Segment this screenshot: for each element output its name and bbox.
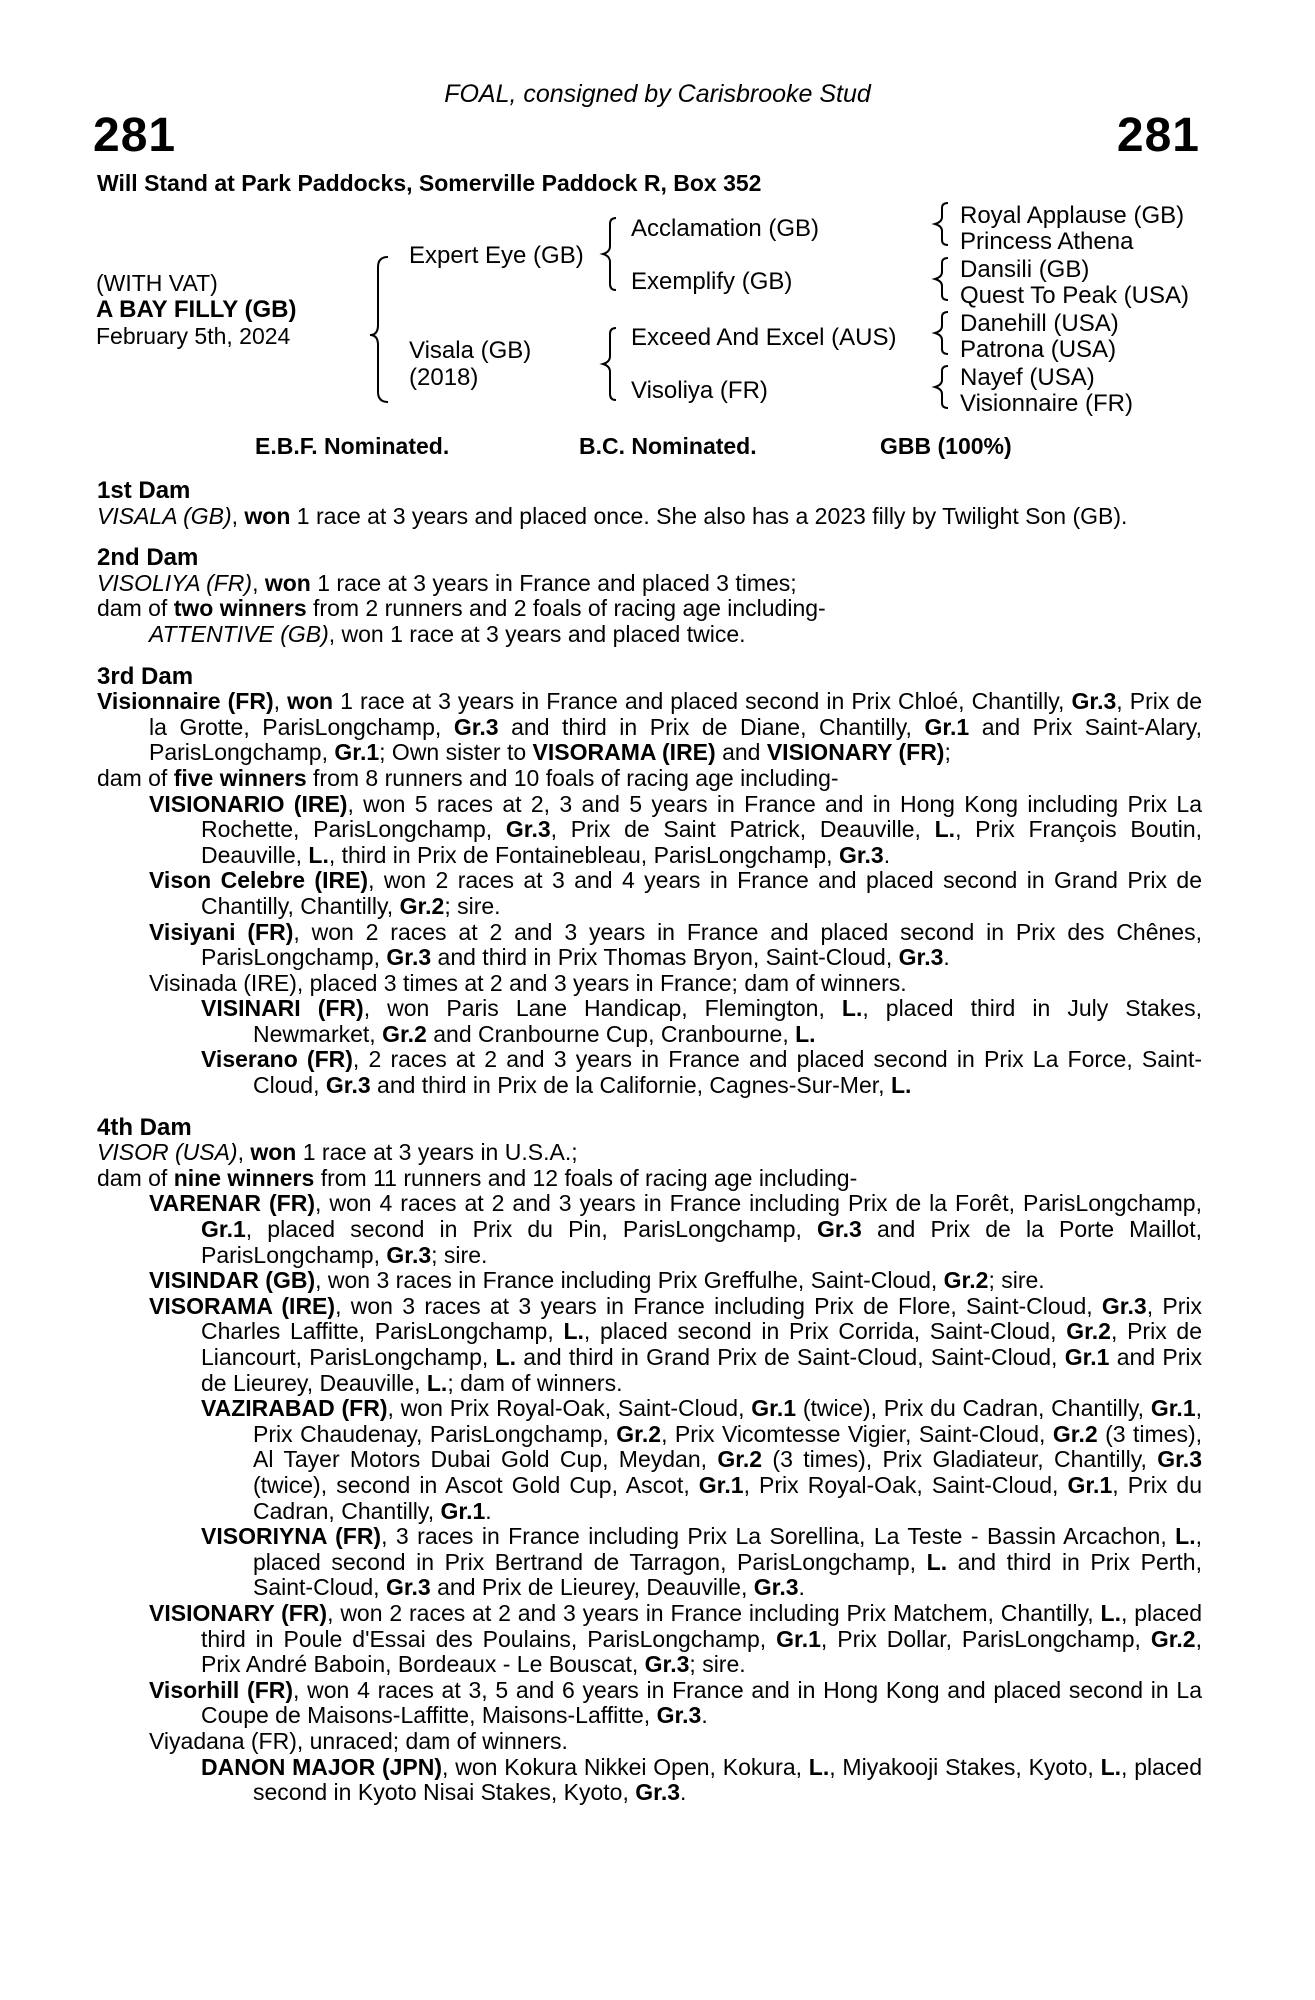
text-run: Viserano (FR) bbox=[201, 1046, 353, 1073]
text-run: L. bbox=[808, 1753, 830, 1780]
text-run: Visinada (IRE), placed 3 times at 2 and 3 years in France; dam of winners. bbox=[149, 969, 907, 996]
brace-subject bbox=[370, 257, 388, 402]
text-run: Gr.3 bbox=[505, 816, 551, 843]
text-run: Visiyani (FR) bbox=[149, 918, 294, 945]
text-run: Gr.3 bbox=[635, 1779, 681, 1806]
text-run: won bbox=[250, 1139, 297, 1166]
text-run: and Prix Saint-Alary, ParisLongchamp, bbox=[149, 713, 1202, 766]
text-run: , won 4 races at 2 and 3 years in France including Prix de la Forêt, ParisLongchamp, bbox=[314, 1190, 1202, 1217]
text-run: dam of bbox=[97, 1164, 174, 1191]
text-run: Gr.1 bbox=[1064, 1344, 1110, 1370]
bc-nomination: B.C. Nominated. bbox=[579, 433, 757, 459]
text-run: Gr.1 bbox=[924, 713, 970, 740]
pedigree-dam-dam: Visoliya (FR) bbox=[631, 377, 768, 404]
record-paragraph bbox=[149, 1294, 1202, 1396]
text-run: and Cranbourne Cup, Cranbourne, bbox=[426, 1020, 796, 1047]
text-run: VISOLIYA (FR) bbox=[97, 569, 253, 596]
text-run: , Prix Vicomtesse Vigier, Saint-Cloud, bbox=[661, 1420, 1053, 1447]
text-run: Gr.3 bbox=[817, 1216, 862, 1243]
text-run: and third in Grand Prix de Saint-Cloud, Saint-Cloud, bbox=[516, 1344, 1065, 1370]
pedigree-g8: Visionnaire (FR) bbox=[960, 390, 1133, 417]
pedigree-sire: Expert Eye (GB) bbox=[409, 242, 584, 269]
gbb-status: GBB (100%) bbox=[880, 433, 1012, 459]
text-run: from 11 runners and 12 foals of racing age including- bbox=[314, 1164, 858, 1191]
text-run: nine winners bbox=[173, 1164, 315, 1191]
record-paragraph bbox=[201, 996, 1202, 1047]
text-run: ; sire. bbox=[689, 1651, 746, 1678]
text-run: L. bbox=[795, 1020, 816, 1047]
lot-number-left: 281 bbox=[93, 109, 177, 162]
record-paragraph bbox=[149, 920, 1202, 971]
text-run: L. bbox=[890, 1072, 912, 1099]
text-run: , won Kokura Nikkei Open, Kokura, bbox=[442, 1753, 809, 1780]
text-run: 1 race at 3 years in U.S.A.; bbox=[296, 1139, 578, 1166]
text-run: Viyadana (FR), unraced; dam of winners. bbox=[149, 1727, 568, 1754]
consignor-line: FOAL, consigned by Carisbrooke Stud bbox=[444, 80, 871, 108]
record-paragraph bbox=[201, 1047, 1202, 1098]
text-run: , 2 races at 2 and 3 years in France and placed second in Prix La Force, Saint-Cloud, bbox=[253, 1046, 1202, 1099]
text-run: L. bbox=[426, 1369, 448, 1396]
text-run: , bbox=[231, 502, 245, 529]
pedigree-dam-sire: Exceed And Excel (AUS) bbox=[631, 324, 897, 351]
text-run: Gr.1 bbox=[201, 1216, 246, 1243]
text-run: , Prix Dollar, ParisLongchamp, bbox=[820, 1625, 1151, 1652]
brace-sire bbox=[603, 218, 616, 290]
text-run: , third in Prix de Fontainebleau, ParisLongchamp, bbox=[328, 841, 839, 868]
pedigree-g7: Nayef (USA) bbox=[960, 364, 1095, 391]
record-paragraph bbox=[149, 1268, 1202, 1294]
text-run: Gr.1 bbox=[1067, 1471, 1113, 1498]
subject-name: A BAY FILLY (GB) bbox=[96, 296, 297, 323]
text-run: L. bbox=[934, 816, 956, 843]
text-run: L. bbox=[1100, 1753, 1122, 1780]
text-run: VISALA (GB) bbox=[97, 502, 232, 529]
pedigree-g6: Patrona (USA) bbox=[960, 336, 1117, 363]
text-run: , Prix André Baboin, Bordeaux - Le Bouscat, bbox=[201, 1625, 1202, 1678]
text-run: Gr.2 bbox=[382, 1020, 427, 1047]
text-run: , won 5 races at 2, 3 and 5 years in France and in Hong Kong including Prix La Rochette, ParisLongchamp, bbox=[201, 790, 1202, 843]
brace-g1 bbox=[935, 203, 948, 245]
text-run: (3 times), Prix Gladiateur, Chantilly, bbox=[762, 1446, 1158, 1473]
text-run: , Prix de Saint Patrick, Deauville, bbox=[550, 816, 935, 843]
record-paragraph bbox=[149, 1729, 1202, 1755]
text-run: dam of bbox=[97, 764, 174, 791]
text-run: (twice), Prix du Cadran, Chantilly, bbox=[796, 1395, 1151, 1422]
brace-dam bbox=[603, 328, 616, 400]
pedigree-g4: Quest To Peak (USA) bbox=[960, 282, 1189, 309]
text-run: 1 race at 3 years in France and placed second in Prix Chloé, Chantilly, bbox=[333, 688, 1072, 715]
text-run: Gr.3 bbox=[325, 1072, 371, 1099]
text-run: VARENAR (FR) bbox=[149, 1190, 315, 1217]
text-run: (twice), second in Ascot Gold Cup, Ascot, bbox=[253, 1471, 699, 1498]
record-paragraph bbox=[149, 868, 1202, 919]
text-run: Visionnaire (FR) bbox=[97, 688, 274, 715]
brace-g4 bbox=[935, 366, 948, 408]
text-run: won bbox=[264, 569, 311, 596]
text-run: and third in Prix de Diane, Chantilly, bbox=[498, 713, 925, 740]
pedigree-dam-year: (2018) bbox=[409, 364, 479, 391]
section-title: 3rd Dam bbox=[97, 662, 194, 690]
pedigree-g2: Princess Athena bbox=[960, 228, 1134, 255]
text-run: , won 1 race at 3 years and placed twice. bbox=[328, 620, 746, 647]
text-run: and third in Prix Thomas Bryon, Saint-Cloud, bbox=[431, 944, 899, 971]
text-run: VAZIRABAD (FR) bbox=[201, 1395, 388, 1422]
text-run: , placed second in Prix Corrida, Saint-Cloud, bbox=[583, 1318, 1067, 1345]
text-run: Gr.2 bbox=[1052, 1420, 1098, 1447]
text-run: VISORAMA (IRE) bbox=[149, 1292, 336, 1319]
text-run: , bbox=[237, 1139, 251, 1166]
record-paragraph bbox=[97, 571, 1202, 597]
record-paragraph bbox=[149, 1601, 1202, 1678]
text-run: and Prix de Lieurey, Deauville, bbox=[430, 1574, 754, 1601]
text-run: , placed second in Prix du Pin, ParisLongchamp, bbox=[245, 1216, 818, 1243]
text-run: , won Paris Lane Handicap, Flemington, bbox=[363, 995, 842, 1022]
text-run: . bbox=[943, 944, 950, 971]
text-run: ; dam of winners. bbox=[447, 1369, 623, 1396]
text-run: Gr.1 bbox=[440, 1497, 486, 1524]
text-run: , bbox=[252, 569, 265, 596]
record-paragraph bbox=[97, 766, 1202, 792]
text-run: , placed second in Kyoto Nisai Stakes, Kyoto, bbox=[253, 1753, 1202, 1806]
text-run: , Prix de la Grotte, ParisLongchamp, bbox=[149, 688, 1203, 740]
vat-note: (WITH VAT) bbox=[96, 270, 218, 296]
text-run: , won Prix Royal-Oak, Saint-Cloud, bbox=[387, 1395, 752, 1422]
text-run: Gr.1 bbox=[776, 1625, 821, 1652]
record-paragraph bbox=[149, 792, 1202, 869]
text-run: Gr.1 bbox=[751, 1395, 797, 1422]
record-paragraph bbox=[201, 1755, 1202, 1806]
text-run: VISINDAR (GB) bbox=[149, 1267, 316, 1294]
text-run: Gr.3 bbox=[453, 713, 499, 740]
text-run: ; sire. bbox=[431, 1241, 488, 1268]
text-run: L. bbox=[1175, 1523, 1196, 1550]
text-run: and third in Prix de la Californie, Cagnes-Sur-Mer, bbox=[370, 1072, 891, 1099]
text-run: Gr.3 bbox=[838, 841, 884, 868]
text-run: , 3 races in France including Prix La Sorellina, La Teste - Bassin Arcachon, bbox=[381, 1523, 1176, 1550]
record-paragraph bbox=[201, 1524, 1202, 1601]
record-paragraph bbox=[97, 1166, 1202, 1192]
text-run: Gr.3 bbox=[1157, 1446, 1202, 1473]
text-run: Gr.2 bbox=[1150, 1625, 1196, 1652]
text-run: . bbox=[680, 1779, 687, 1806]
text-run: two winners bbox=[173, 595, 307, 622]
record-paragraph bbox=[201, 1396, 1202, 1524]
text-run: dam of bbox=[97, 595, 174, 622]
text-run: Vison Celebre (IRE) bbox=[149, 867, 369, 894]
section-2 bbox=[97, 545, 1202, 647]
section-title: 1st Dam bbox=[97, 477, 191, 504]
brace-g2 bbox=[935, 258, 948, 300]
text-run: Gr.3 bbox=[386, 1241, 432, 1268]
pedigree-g5: Danehill (USA) bbox=[960, 310, 1119, 337]
text-run: , Prix François Boutin, Deauville, bbox=[201, 816, 1203, 868]
text-run: DANON MAJOR (JPN) bbox=[201, 1753, 443, 1780]
text-run: L. bbox=[308, 841, 329, 868]
record-paragraph bbox=[149, 622, 1202, 648]
text-run: Visorhill (FR) bbox=[149, 1676, 294, 1703]
text-run: , Prix du Cadran, Chantilly, bbox=[253, 1471, 1202, 1524]
pedigree-g3: Dansili (GB) bbox=[960, 256, 1090, 283]
record-paragraph bbox=[97, 504, 1202, 530]
pedigree-g1: Royal Applause (GB) bbox=[960, 202, 1185, 229]
section-1 bbox=[97, 478, 1202, 529]
text-run: ; sire. bbox=[988, 1267, 1045, 1294]
text-run: , Miyakooji Stakes, Kyoto, bbox=[829, 1753, 1101, 1780]
text-run: from 2 runners and 2 foals of racing age including- bbox=[306, 595, 826, 622]
text-run: , Prix Charles Laffitte, ParisLongchamp, bbox=[201, 1292, 1202, 1345]
text-run: and third in Prix Perth, Saint-Cloud, bbox=[253, 1548, 1202, 1601]
text-run: Gr.2 bbox=[399, 892, 445, 919]
text-run: five winners bbox=[173, 764, 307, 791]
text-run: , won 2 races at 2 and 3 years in France including Prix Matchem, Chantilly, bbox=[327, 1599, 1101, 1626]
record-paragraph bbox=[149, 971, 1202, 997]
text-run: , won 2 races at 3 and 4 years in France and placed second in Grand Prix de Chantilly, Chantilly, bbox=[201, 867, 1202, 919]
text-run: Gr.1 bbox=[1150, 1395, 1196, 1422]
text-run: , won 4 races at 3, 5 and 6 years in France and in Hong Kong and placed second in La Coupe de Maisons-Laffitte, Maisons-Laffitte, bbox=[201, 1676, 1202, 1729]
text-run: Gr.2 bbox=[943, 1267, 989, 1294]
text-run: Gr.1 bbox=[334, 739, 380, 766]
text-run: and bbox=[715, 739, 767, 766]
text-run: . bbox=[485, 1497, 492, 1524]
text-run: , won 3 races in France including Prix Greffulhe, Saint-Cloud, bbox=[315, 1267, 944, 1294]
text-run: VISORAMA (IRE) bbox=[532, 739, 716, 766]
text-run: won bbox=[244, 502, 291, 529]
record-paragraph bbox=[97, 689, 1202, 766]
pedigree-sire-dam: Exemplify (GB) bbox=[631, 268, 793, 295]
text-run: , Prix Royal-Oak, Saint-Cloud, bbox=[743, 1471, 1068, 1498]
text-run: Gr.3 bbox=[1071, 688, 1117, 715]
text-run: ATTENTIVE (GB) bbox=[149, 620, 329, 647]
section-3 bbox=[97, 664, 1202, 1099]
text-run: Gr.3 bbox=[385, 1574, 431, 1601]
text-run: L. bbox=[563, 1318, 584, 1345]
text-run: Gr.1 bbox=[698, 1471, 744, 1498]
record-paragraph bbox=[149, 1678, 1202, 1729]
record-paragraph bbox=[149, 1191, 1202, 1268]
pedigree-sire-sire: Acclamation (GB) bbox=[631, 215, 820, 242]
text-run: and Prix de Lieurey, Deauville, bbox=[201, 1344, 1203, 1396]
text-run: VISOR (USA) bbox=[97, 1139, 238, 1166]
text-run: 1 race at 3 years and placed once. She also has a 2023 filly by Twilight Son (GB). bbox=[290, 502, 1128, 529]
text-run: Gr.3 bbox=[753, 1574, 799, 1601]
text-run: VISINARI (FR) bbox=[201, 995, 364, 1022]
text-run: VISORIYNA (FR) bbox=[201, 1523, 382, 1550]
text-run: Gr.2 bbox=[616, 1420, 662, 1447]
text-run: ; sire. bbox=[444, 892, 501, 919]
section-title: 4th Dam bbox=[97, 1113, 192, 1141]
text-run: Gr.3 bbox=[1101, 1292, 1147, 1319]
section-4 bbox=[97, 1115, 1202, 1806]
text-run: , won 2 races at 2 and 3 years in France and placed second in Prix des Chênes, ParisLongchamp, bbox=[201, 918, 1202, 971]
text-run: VISIONARY (FR) bbox=[766, 739, 945, 766]
text-run: VISIONARIO (IRE) bbox=[149, 790, 348, 817]
text-run: , bbox=[273, 688, 288, 715]
ebf-nomination: E.B.F. Nominated. bbox=[255, 433, 450, 459]
lot-number-right: 281 bbox=[1116, 109, 1200, 162]
record-paragraph bbox=[97, 1140, 1202, 1166]
text-run: 1 race at 3 years in France and placed 3 times; bbox=[310, 569, 797, 596]
text-run: , placed second in Prix Bertrand de Tarragon, ParisLongchamp, bbox=[253, 1523, 1202, 1575]
text-run: , Prix de Liancourt, ParisLongchamp, bbox=[201, 1318, 1203, 1370]
brace-g3 bbox=[935, 312, 948, 354]
foaling-date: February 5th, 2024 bbox=[96, 323, 291, 349]
text-run: Gr.3 bbox=[898, 944, 944, 971]
pedigree-body bbox=[97, 478, 1202, 1806]
text-run: , won 3 races at 3 years in France including Prix de Flore, Saint-Cloud, bbox=[335, 1292, 1102, 1319]
text-run: (3 times), Al Tayer Motors Dubai Gold Cup, Meydan, bbox=[253, 1420, 1202, 1473]
section-title: 2nd Dam bbox=[97, 544, 199, 572]
text-run: , placed third in Poule d'Essai des Poulains, ParisLongchamp, bbox=[201, 1599, 1202, 1652]
pedigree-dam: Visala (GB) bbox=[409, 337, 532, 364]
text-run: , Prix Chaudenay, ParisLongchamp, bbox=[253, 1395, 1203, 1447]
text-run: Gr.2 bbox=[717, 1446, 763, 1473]
text-run: VISIONARY (FR) bbox=[149, 1599, 328, 1626]
text-run: won bbox=[287, 688, 334, 715]
text-run: Gr.3 bbox=[386, 944, 432, 971]
text-run: Gr.3 bbox=[656, 1702, 702, 1729]
location-line: Will Stand at Park Paddocks, Somerville Paddock R, Box 352 bbox=[97, 170, 762, 196]
text-run: Gr.3 bbox=[644, 1651, 690, 1678]
text-run: Gr.2 bbox=[1066, 1318, 1111, 1345]
text-run: from 8 runners and 10 foals of racing age including- bbox=[306, 764, 839, 791]
text-run: L. bbox=[495, 1344, 516, 1370]
text-run: ; bbox=[944, 739, 951, 766]
record-paragraph bbox=[97, 596, 1202, 622]
text-run: . bbox=[883, 841, 891, 868]
text-run: L. bbox=[1100, 1599, 1121, 1626]
text-run: . bbox=[701, 1702, 708, 1729]
text-run: ; Own sister to bbox=[379, 739, 533, 766]
text-run: . bbox=[798, 1574, 805, 1601]
text-run: , placed third in July Stakes, Newmarket, bbox=[253, 995, 1202, 1047]
text-run: and Prix de la Porte Maillot, ParisLongchamp, bbox=[201, 1216, 1202, 1268]
text-run: L. bbox=[841, 995, 863, 1022]
text-run: L. bbox=[926, 1548, 948, 1575]
